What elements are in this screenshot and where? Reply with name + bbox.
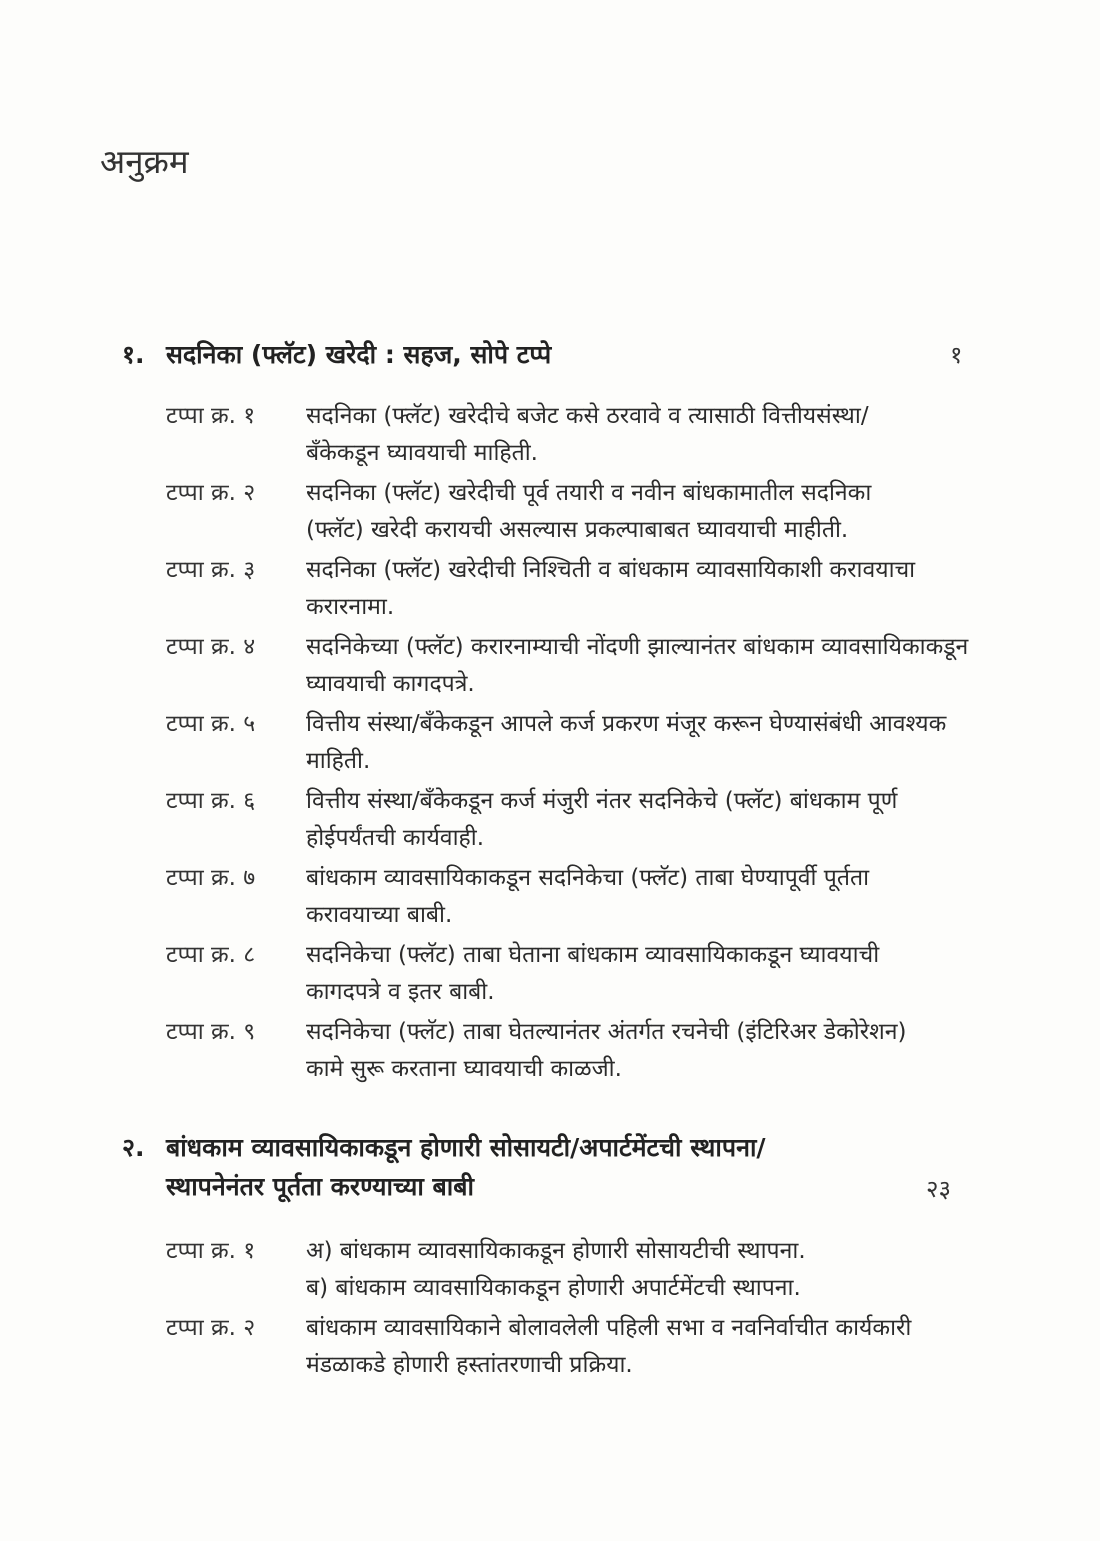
- entry-text: [306, 937, 1002, 1011]
- page-title: अनुक्रम: [100, 142, 189, 181]
- entry-line: वित्तीय संस्था/बँकेकडून आपले कर्ज प्रकरण मंजूर करून घेण्यासंबंधी आवश्यक: [306, 711, 947, 737]
- entry-text: [306, 552, 1002, 626]
- entry-label: टप्पा क्र. २: [166, 480, 256, 506]
- entry-line: (फ्लॅट) खरेदी करायची असल्यास प्रकल्पाबाबत घ्यावयाची माहीती.: [306, 517, 849, 543]
- entry-line: सदनिका (फ्लॅट) खरेदीची पूर्व तयारी व नवीन बांधकामातील सदनिका: [306, 480, 872, 506]
- entry-label: टप्पा क्र. १: [166, 403, 256, 429]
- entry-line: घ्यावयाची कागदपत्रे.: [306, 671, 475, 697]
- entry-line: सदनिकेचा (फ्लॅट) ताबा घेताना बांधकाम व्यावसायिकाकडून घ्यावयाची: [306, 942, 880, 968]
- entry-label: टप्पा क्र. ४: [166, 634, 256, 660]
- section-number: २.: [122, 1133, 145, 1162]
- section-heading: [122, 1130, 766, 1164]
- entry-line: कामे सुरू करताना घ्यावयाची काळजी.: [306, 1056, 622, 1082]
- entry-label: टप्पा क्र. ५: [166, 711, 256, 737]
- entry-line: मंडळाकडे होणारी हस्तांतरणाची प्रक्रिया.: [306, 1352, 633, 1378]
- entry-line: बँकेकडून घ्यावयाची माहिती.: [306, 440, 538, 466]
- entry-line: होईपर्यंतची कार्यवाही.: [306, 825, 485, 851]
- entry-text: [306, 783, 1002, 857]
- section-page-number: २३: [926, 1175, 951, 1203]
- entry-label: टप्पा क्र. ६: [166, 788, 256, 814]
- entry-label: टप्पा क्र. २: [166, 1315, 256, 1341]
- entry-line: माहिती.: [306, 748, 371, 774]
- section-heading: [122, 337, 551, 371]
- entry-line: सदनिका (फ्लॅट) खरेदीचे बजेट कसे ठरवावे व त्यासाठी वित्तीयसंस्था/: [306, 403, 869, 429]
- section-title: सदनिका (फ्लॅट) खरेदी : सहज, सोपे टप्पे: [166, 340, 552, 369]
- entry-text: [306, 706, 1002, 780]
- entry-line: सदनिका (फ्लॅट) खरेदीची निश्चिती व बांधकाम व्यावसायिकाशी करावयाचा: [306, 557, 916, 583]
- entry-text: [306, 475, 1002, 549]
- section-title-continued: स्थापनेनंतर पूर्तता करण्याच्या बाबी: [166, 1172, 475, 1201]
- entry-text: [306, 1014, 1002, 1088]
- entry-text: [306, 629, 1002, 703]
- entry-line: करारनामा.: [306, 594, 395, 620]
- entry-label: टप्पा क्र. ८: [166, 942, 256, 968]
- entry-text: [306, 1310, 1002, 1384]
- entry-label: टप्पा क्र. ३: [166, 557, 256, 583]
- entry-line: ब) बांधकाम व्यावसायिकाकडून होणारी अपार्टमेंटची स्थापना.: [306, 1275, 801, 1301]
- section-title: बांधकाम व्यावसायिकाकडून होणारी सोसायटी/अपार्टमेंटची स्थापना/: [166, 1133, 766, 1162]
- entry-label: टप्पा क्र. ७: [166, 865, 256, 891]
- entry-label: टप्पा क्र. १: [166, 1238, 256, 1264]
- entry-text: [306, 1233, 1002, 1307]
- entry-line: बांधकाम व्यावसायिकाकडून सदनिकेचा (फ्लॅट) ताबा घेण्यापूर्वी पूर्तता: [306, 865, 870, 891]
- entry-line: सदनिकेचा (फ्लॅट) ताबा घेतल्यानंतर अंतर्गत रचनेची (इंटिरिअर डेकोरेशन): [306, 1019, 907, 1045]
- entry-line: सदनिकेच्या (फ्लॅट) करारनाम्याची नोंदणी झाल्यानंतर बांधकाम व्यावसायिकाकडून: [306, 634, 969, 660]
- section-page-number: १: [950, 341, 963, 369]
- entry-line: वित्तीय संस्था/बँकेकडून कर्ज मंजुरी नंतर सदनिकेचे (फ्लॅट) बांधकाम पूर्ण: [306, 788, 898, 814]
- entry-text: [306, 860, 1002, 934]
- entry-line: बांधकाम व्यावसायिकाने बोलावलेली पहिली सभा व नवनिर्वाचीत कार्यकारी: [306, 1315, 912, 1341]
- section-number: १.: [122, 340, 145, 369]
- entry-line: अ) बांधकाम व्यावसायिकाकडून होणारी सोसायटीची स्थापना.: [306, 1238, 806, 1264]
- entry-label: टप्पा क्र. ९: [166, 1019, 256, 1045]
- entry-text: [306, 398, 1002, 472]
- entry-line: कागदपत्रे व इतर बाबी.: [306, 979, 495, 1005]
- entry-line: करावयाच्या बाबी.: [306, 902, 453, 928]
